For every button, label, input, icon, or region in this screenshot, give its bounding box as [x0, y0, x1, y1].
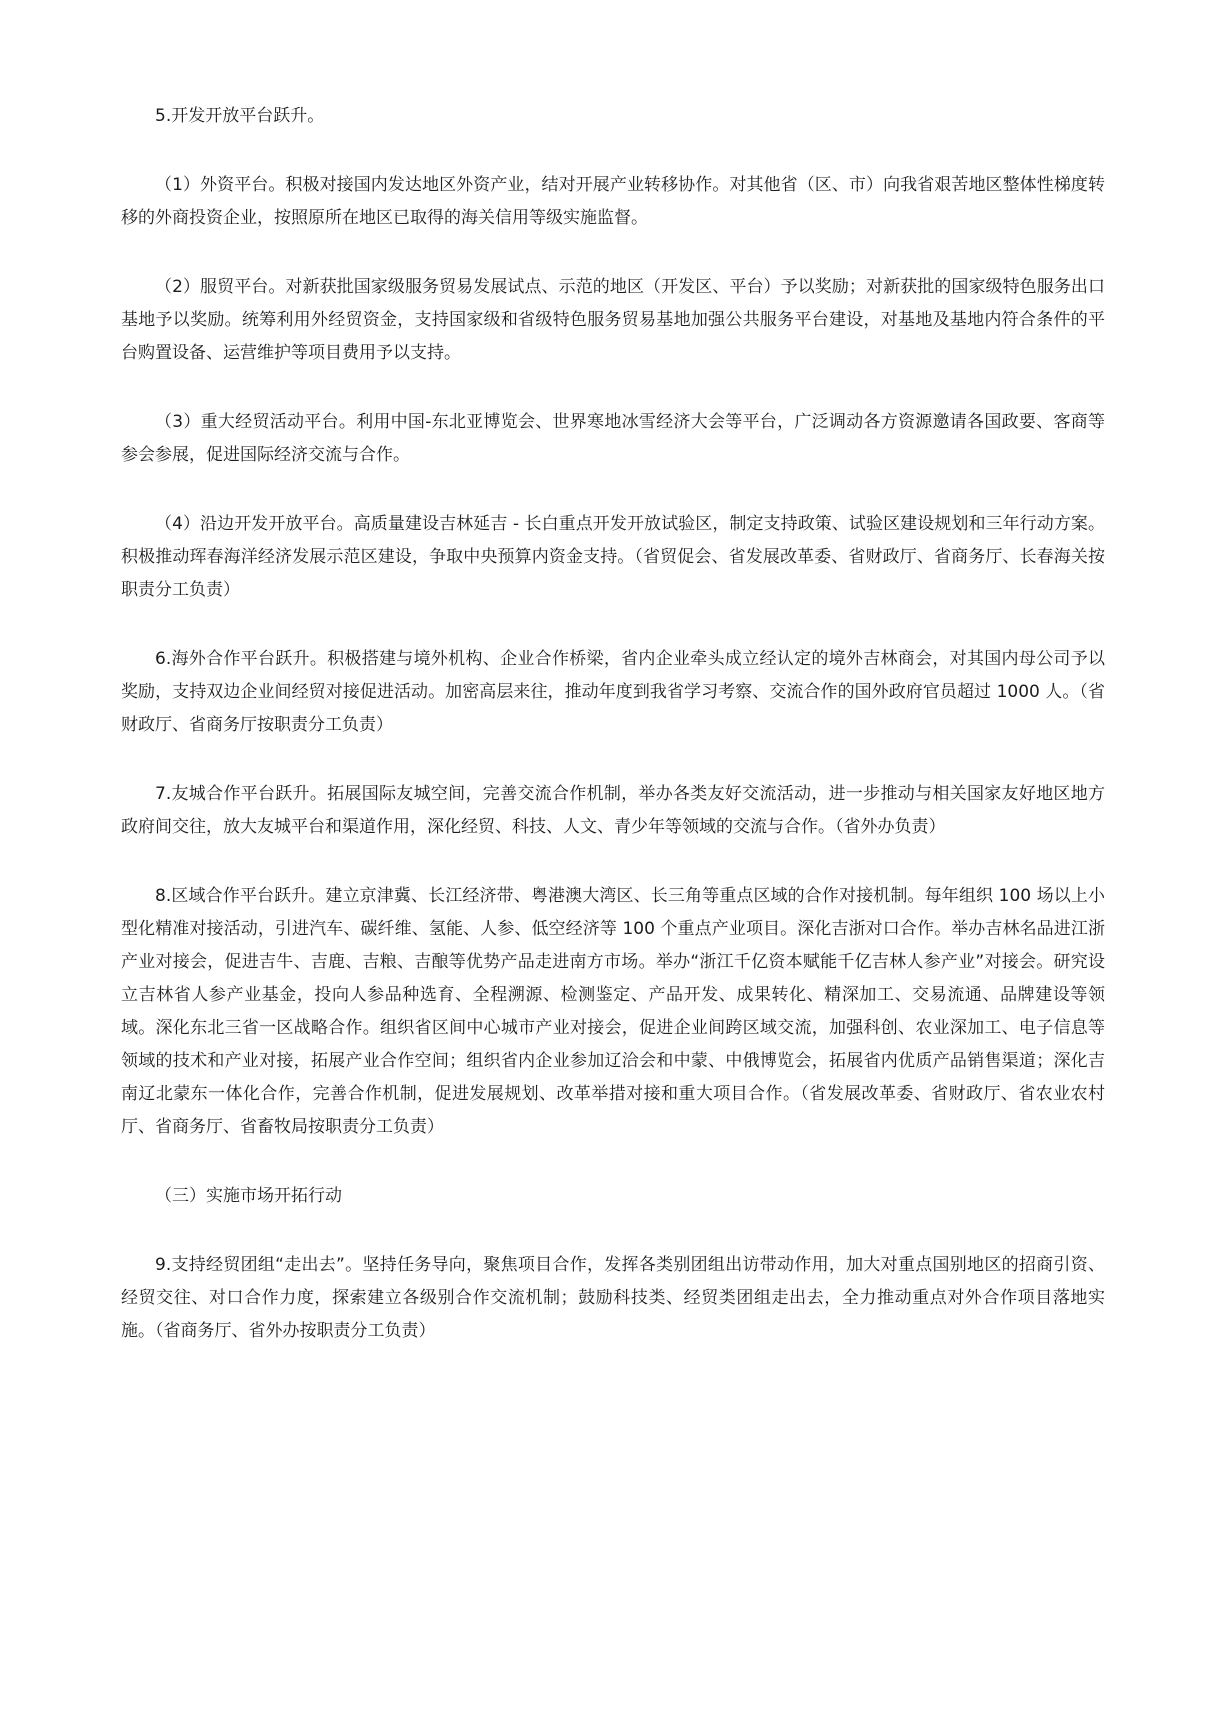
paragraph-overseas-cooperation: 6.海外合作平台跃升。积极搭建与境外机构、企业合作桥梁，省内企业牵头成立经认定的境外吉林商会，对其国内母公司予以奖励，支持双边企业间经贸对接促进活动。加密高层来往，推动年度到我省学习考察、交流合作的国外政府官员超过 1000 人。（省财政厅、省商务厅按职责分工负责）: [121, 649, 1105, 735]
paragraph-service-trade-platform: （2）服贸平台。对新获批国家级服务贸易发展试点、示范的地区（开发区、平台）予以奖励；对新获批的国家级特色服务出口基地予以奖励。统筹利用外经贸资金，支持国家级和省级特色服务贸易基地加强公共服务平台建设，对基地及基地内符合条件的平台购置设备、运营维护等项目费用予以支持。: [121, 277, 1105, 363]
paragraph-sister-city-cooperation: 7.友城合作平台跃升。拓展国际友城空间，完善交流合作机制，举办各类友好交流活动，进一步推动与相关国家友好地区地方政府间交往，放大友城平台和渠道作用，深化经贸、科技、人文、青少年等领域的交流与合作。（省外办负责）: [121, 784, 1105, 837]
paragraph-border-open-platform: （4）沿边开发开放平台。高质量建设吉林延吉 - 长白重点开发开放试验区，制定支持政策、试验区建设规划和三年行动方案。积极推动珲春海洋经济发展示范区建设，争取中央预算内资金支持。（省贸促会、省发展改革委、省财政厅、省商务厅、长春海关按职责分工负责）: [121, 514, 1105, 600]
section-heading-5: 5.开发开放平台跃升。: [155, 106, 325, 126]
section-heading-market-expansion: （三）实施市场开拓行动: [155, 1186, 342, 1206]
document-page: [121, 100, 1105, 1384]
paragraph-regional-cooperation: 8.区域合作平台跃升。建立京津冀、长江经济带、粤港澳大湾区、长三角等重点区域的合作对接机制。每年组织 100 场以上小型化精准对接活动，引进汽车、碳纤维、氢能、人参、低空经济等 100 个重点产业项目。深化吉浙对口合作。举办吉林名品进江浙产业对接会，促进吉牛、吉鹿、吉粮、吉酿等优势产品走进南方市场。举办“浙江千亿资本赋能千亿吉林人参产业”对接会。研究设立吉林省人参产业基金，投向人参品种选育、全程溯源、检测鉴定、产品开发、成果转化、精深加工、交易流通、品牌建设等领域。深化东北三省一区战略合作。组织省区间中心城市产业对接会，促进企业间跨区域交流，加强科创、农业深加工、电子信息等领域的技术和产业对接，拓展产业合作空间；组织省内企业参加辽洽会和中蒙、中俄博览会，拓展省内优质产品销售渠道；深化吉南辽北蒙东一体化合作，完善合作机制，促进发展规划、改革举措对接和重大项目合作。（省发展改革委、省财政厅、省农业农村厅、省商务厅、省畜牧局按职责分工负责）: [121, 886, 1105, 1137]
paragraph-trade-delegations: 9.支持经贸团组“走出去”。坚持任务导向，聚焦项目合作，发挥各类别团组出访带动作用，加大对重点国别地区的招商引资、经贸交往、对口合作力度，探索建立各级别合作交流机制；鼓励科技类、经贸类团组走出去，全力推动重点对外合作项目落地实施。（省商务厅、省外办按职责分工负责）: [121, 1255, 1105, 1341]
paragraph-major-trade-event-platform: （3）重大经贸活动平台。利用中国-东北亚博览会、世界寒地冰雪经济大会等平台，广泛调动各方资源邀请各国政要、客商等参会参展，促进国际经济交流与合作。: [121, 412, 1105, 465]
paragraph-foreign-investment-platform: （1）外资平台。积极对接国内发达地区外资产业，结对开展产业转移协作。对其他省（区、市）向我省艰苦地区整体性梯度转移的外商投资企业，按照原所在地区已取得的海关信用等级实施监督。: [121, 175, 1105, 228]
